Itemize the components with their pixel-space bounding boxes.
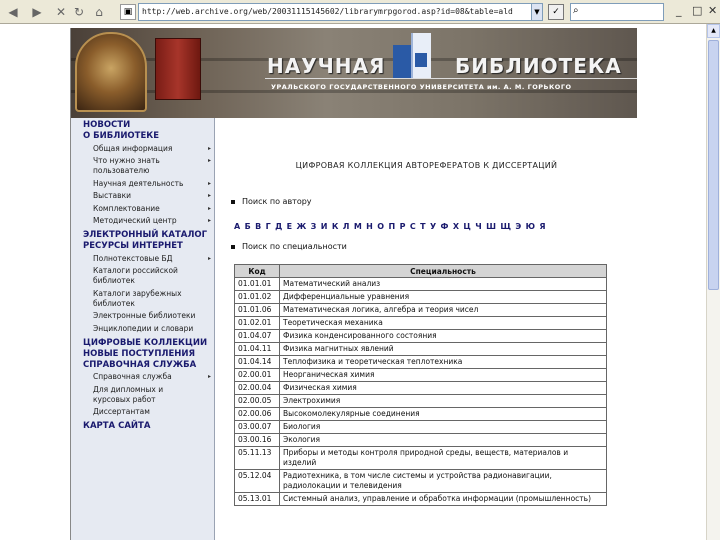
header-title-left: НАУЧНАЯ <box>267 54 386 78</box>
specialty-name-link[interactable]: Теплофизика и теоретическая теплотехника <box>280 356 607 369</box>
specialty-name-link[interactable]: Радиотехника, в том числе системы и устройства радионавигации, радиолокации и телевидения <box>280 470 607 493</box>
vertical-scrollbar[interactable] <box>706 24 720 540</box>
alphabet-letter-link[interactable]: Е <box>286 222 293 231</box>
chevron-right-icon: ▸ <box>207 204 211 212</box>
minimize-icon[interactable]: _ <box>676 4 682 17</box>
alphabet-letter-link[interactable]: О <box>377 222 385 231</box>
specialty-code: 02.00.04 <box>235 382 280 395</box>
alphabet-letter-link[interactable]: Ц <box>463 222 472 231</box>
alphabet-letter-link[interactable]: Л <box>342 222 350 231</box>
table-row[interactable] <box>235 421 607 434</box>
table-row[interactable] <box>235 369 607 382</box>
page-icon: ▣ <box>120 4 136 20</box>
chevron-right-icon: ▸ <box>207 192 211 199</box>
table-header-specialty: Специальность <box>280 265 607 278</box>
address-bar[interactable]: http://web.archive.org/web/20031115145602/librarymrpgorod.asp?id=08&table=ald <box>138 3 543 21</box>
table-row[interactable] <box>235 395 607 408</box>
specialty-name-link[interactable]: Приборы и методы контроля природной среды, веществ, материалов и изделий <box>280 447 607 470</box>
nav-help[interactable]: СПРАВОЧНАЯ СЛУЖБА <box>83 359 197 370</box>
alphabet-letter-link[interactable]: З <box>310 222 317 231</box>
alphabet-letter-link[interactable]: С <box>409 222 416 231</box>
table-row[interactable] <box>235 304 607 317</box>
nav-about-methodical[interactable]: Методический центр ▸ <box>93 216 211 225</box>
table-row[interactable] <box>235 343 607 356</box>
books-image <box>155 38 201 100</box>
table-row[interactable] <box>235 470 607 493</box>
table-row[interactable] <box>235 317 607 330</box>
specialty-code: 01.02.01 <box>235 317 280 330</box>
go-icon[interactable]: ✓ <box>548 4 564 20</box>
scroll-thumb[interactable] <box>708 40 719 290</box>
chevron-right-icon: ▸ <box>207 144 211 152</box>
alphabet-letter-link[interactable]: Н <box>366 222 374 231</box>
header-title-right: БИБЛИОТЕКА <box>455 54 622 78</box>
specialty-code: 01.04.14 <box>235 356 280 369</box>
icon-painting-image <box>75 32 147 112</box>
alphabet-letter-link[interactable]: Э <box>515 222 522 231</box>
table-header-code: Код <box>235 265 280 278</box>
chevron-right-icon: ▸ <box>207 373 211 380</box>
alphabet-letter-link[interactable]: Р <box>399 222 406 231</box>
nav-internet[interactable]: РЕСУРСЫ ИНТЕРНЕТ <box>83 241 183 251</box>
chevron-right-icon: ▸ <box>207 157 211 164</box>
address-dropdown-icon[interactable]: ▼ <box>531 4 542 20</box>
forward-arrow-icon[interactable]: ▶ <box>32 5 42 19</box>
maximize-icon[interactable]: □ <box>692 4 703 17</box>
specialty-name-link[interactable]: Математическая логика, алгебра и теория чисел <box>280 304 607 317</box>
search-input[interactable] <box>570 3 664 21</box>
table-row[interactable] <box>235 278 607 291</box>
nav-about-users[interactable]: Что нужно знать пользователю ▸ <box>93 156 211 175</box>
specialty-name-link[interactable]: Электрохимия <box>280 395 607 408</box>
specialty-name-link[interactable]: Физика магнитных явлений <box>280 343 607 356</box>
nav-about-research[interactable]: Научная деятельность ▸ <box>93 178 211 188</box>
nav-digital[interactable]: ЦИФРОВЫЕ КОЛЛЕКЦИИ <box>83 337 208 348</box>
nav-about-general[interactable]: Общая информация ▸ <box>93 143 211 153</box>
alphabet-letter-link[interactable]: Я <box>539 222 546 231</box>
search-by-author: Поиск по автору <box>231 197 312 206</box>
specialty-name-link[interactable]: Биология <box>280 421 607 434</box>
bullet-icon <box>231 200 235 204</box>
search-icon: ⌕ <box>573 5 579 16</box>
site-header <box>71 28 637 118</box>
specialty-code: 05.11.13 <box>235 447 280 470</box>
nav-about-exhibitions[interactable]: Выставки ▸ <box>93 191 211 200</box>
table-row[interactable] <box>235 493 607 506</box>
specialty-name-link[interactable]: Экология <box>280 434 607 447</box>
specialty-code: 05.13.01 <box>235 493 280 506</box>
specialty-code: 02.00.05 <box>235 395 280 408</box>
alphabet-letter-link[interactable]: У <box>429 222 437 231</box>
alphabet-letter-link[interactable]: Ю <box>525 222 536 231</box>
alphabet-letter-link[interactable]: Г <box>265 222 271 231</box>
specialty-name-link[interactable]: Высокомолекулярные соединения <box>280 408 607 421</box>
nav-internet-fulltext[interactable]: Полнотекстовые БД ▸ <box>93 253 211 263</box>
table-row[interactable] <box>235 408 607 421</box>
alphabet-letter-link[interactable]: К <box>331 222 339 231</box>
back-arrow-icon[interactable]: ◀ <box>8 5 18 19</box>
specialty-code: 01.04.07 <box>235 330 280 343</box>
specialty-code: 02.00.01 <box>235 369 280 382</box>
table-row[interactable] <box>235 434 607 447</box>
search-by-specialty: Поиск по специальности <box>231 242 347 251</box>
specialty-name-link[interactable]: Дифференциальные уравнения <box>280 291 607 304</box>
table-row[interactable] <box>235 382 607 395</box>
nav-about-acquisition[interactable]: Комплектование ▸ <box>93 203 211 213</box>
specialty-code: 03.00.07 <box>235 421 280 434</box>
alphabet-letter-link[interactable]: Т <box>420 222 426 231</box>
alphabet-letter-link[interactable]: Ш <box>486 222 497 231</box>
alphabet-letter-link[interactable]: П <box>388 222 396 231</box>
nav-internet-ru-catalogs[interactable]: Каталоги российской библиотек <box>93 266 178 285</box>
specialty-name-link[interactable]: Системный анализ, управление и обработка информации (промышленность) <box>280 493 607 506</box>
table-row[interactable] <box>235 330 607 343</box>
nav-sitemap[interactable]: КАРТА САЙТА <box>83 421 151 431</box>
chevron-right-icon: ▸ <box>207 179 211 187</box>
home-icon[interactable]: ⌂ <box>95 5 103 19</box>
alphabet-letter-link[interactable]: Ч <box>475 222 482 231</box>
nav-internet-encyclopedias[interactable]: Энциклопедии и словари <box>93 323 194 333</box>
specialty-code: 02.00.06 <box>235 408 280 421</box>
alphabet-letter-link[interactable]: М <box>353 222 362 231</box>
alphabet-index <box>234 222 614 231</box>
specialty-name-link[interactable]: Физическая химия <box>280 382 607 395</box>
specialty-name-link[interactable]: Теоретическая механика <box>280 317 607 330</box>
specialty-code: 01.04.11 <box>235 343 280 356</box>
nav-help-reference[interactable]: Справочная служба ▸ <box>93 372 211 381</box>
header-subtitle: УРАЛЬСКОГО ГОСУДАРСТВЕННОГО УНИВЕРСИТЕТА им. А. М. ГОРЬКОГО <box>271 83 572 91</box>
alphabet-letter-link[interactable]: А <box>234 222 241 231</box>
alphabet-letter-link[interactable]: Ф <box>440 222 449 231</box>
alphabet-letter-link[interactable]: Щ <box>500 222 512 231</box>
main-content <box>216 118 637 540</box>
specialty-table <box>234 264 607 506</box>
chevron-right-icon: ▸ <box>207 254 211 262</box>
nav-catalog[interactable]: ЭЛЕКТРОННЫЙ КАТАЛОГ <box>83 230 208 240</box>
table-row[interactable] <box>235 447 607 470</box>
alphabet-letter-link[interactable]: Ж <box>296 222 307 231</box>
scroll-up-icon[interactable]: ▲ <box>707 24 720 38</box>
alphabet-letter-link[interactable]: Д <box>275 222 283 231</box>
specialty-name-link[interactable]: Математический анализ <box>280 278 607 291</box>
nav-help-coursework[interactable]: Для дипломных и курсовых работ <box>93 384 164 404</box>
library-logo-icon <box>393 33 431 79</box>
alphabet-letter-link[interactable]: И <box>320 222 328 231</box>
bullet-icon <box>231 245 235 249</box>
page-title: ЦИФРОВАЯ КОЛЛЕКЦИЯ АВТОРЕФЕРАТОВ К ДИССЕРТАЦИЙ <box>295 161 558 170</box>
specialty-code: 01.01.06 <box>235 304 280 317</box>
nav-internet-elibraries[interactable]: Электронные библиотеки <box>93 311 196 320</box>
table-row[interactable] <box>235 291 607 304</box>
chevron-right-icon: ▸ <box>207 217 211 224</box>
specialty-name-link[interactable]: Неорганическая химия <box>280 369 607 382</box>
specialty-code: 01.01.01 <box>235 278 280 291</box>
alphabet-letter-link[interactable]: Б <box>244 222 251 231</box>
close-icon[interactable]: ✕ <box>708 4 718 17</box>
refresh-icon[interactable]: ↻ <box>73 5 85 19</box>
specialty-code: 03.00.16 <box>235 434 280 447</box>
browser-toolbar <box>0 0 720 24</box>
alphabet-letter-link[interactable]: Х <box>452 222 460 231</box>
alphabet-letter-link[interactable]: В <box>255 222 262 231</box>
specialty-code: 01.01.02 <box>235 291 280 304</box>
stop-icon[interactable]: ✕ <box>55 5 67 19</box>
sidebar-nav <box>71 118 215 540</box>
table-row[interactable] <box>235 356 607 369</box>
nav-news[interactable]: НОВОСТИ <box>83 120 131 130</box>
site-frame <box>70 28 636 540</box>
specialty-name-link[interactable]: Физика конденсированного состояния <box>280 330 607 343</box>
specialty-code: 05.12.04 <box>235 470 280 493</box>
nav-internet-foreign-catalogs[interactable]: Каталоги зарубежных библиотек <box>93 288 182 308</box>
nav-about[interactable]: О БИБЛИОТЕКЕ <box>83 131 160 141</box>
nav-help-dissertants[interactable]: Диссертантам <box>93 407 150 416</box>
nav-arrivals[interactable]: НОВЫЕ ПОСТУПЛЕНИЯ <box>83 348 196 359</box>
